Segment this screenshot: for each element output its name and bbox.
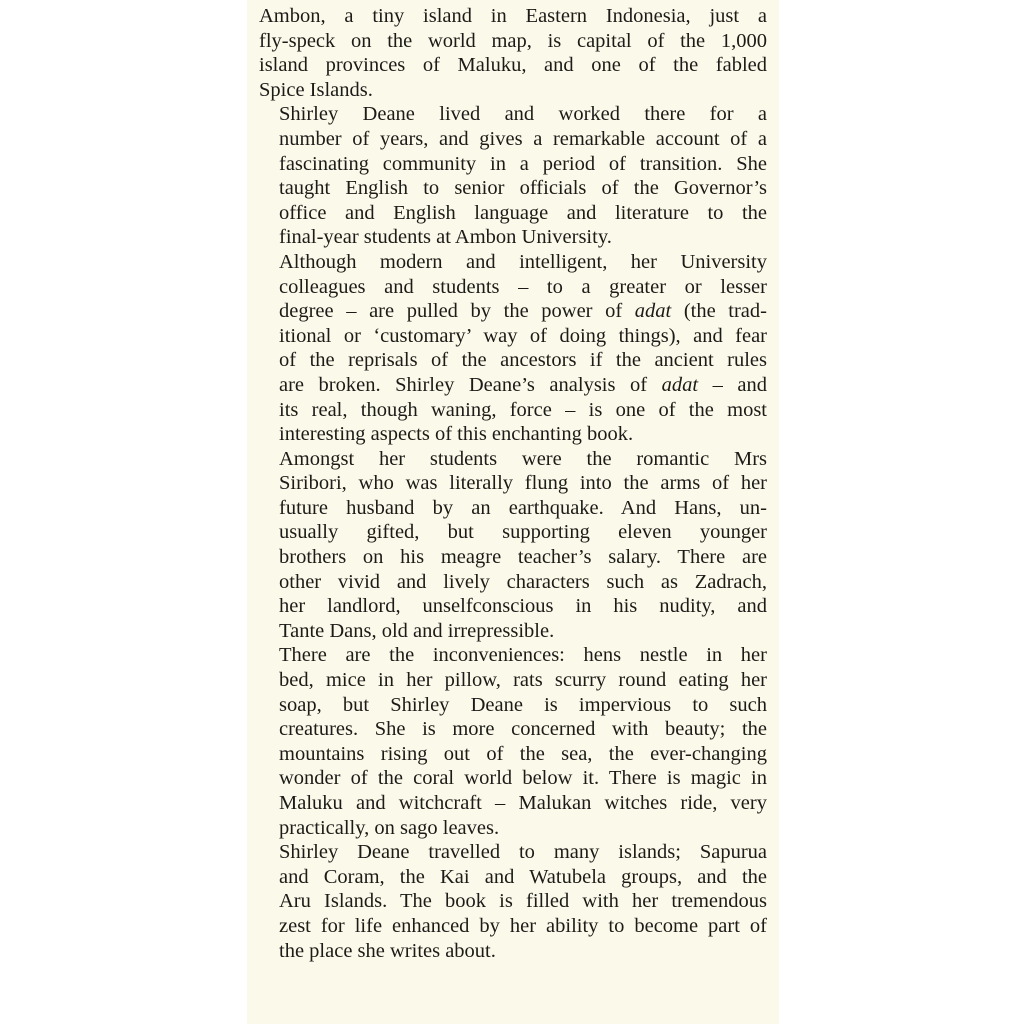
text-line: wonder of the coral world below it. There is magic in bbox=[279, 767, 767, 790]
text-line: of the reprisals of the ancestors if the ancient rules bbox=[279, 349, 767, 372]
text-line: Aru Islands. The book is filled with her tremendous bbox=[279, 890, 767, 913]
paragraph bbox=[259, 643, 767, 840]
text-line: bed, mice in her pillow, rats scurry round eating her bbox=[279, 669, 767, 692]
paragraph bbox=[259, 447, 767, 644]
text-line: zest for life enhanced by her ability to become part of bbox=[279, 914, 767, 937]
paragraph bbox=[259, 250, 767, 447]
blurb-text-body bbox=[259, 4, 779, 963]
text-line: final-year students at Ambon University. bbox=[279, 226, 612, 249]
text-line: Spice Islands. bbox=[259, 78, 373, 101]
text-line: office and English language and literature to the bbox=[279, 201, 767, 224]
text-line: other vivid and lively characters such as Zadrach, bbox=[279, 570, 767, 593]
paragraph bbox=[259, 4, 767, 102]
text-line: Maluku and witchcraft – Malukan witches ride, very bbox=[279, 792, 767, 814]
text-line: Shirley Deane lived and worked there for a bbox=[279, 103, 767, 126]
text-line: Amongst her students were the romantic Mrs bbox=[279, 447, 767, 470]
text-line: Tante Dans, old and irrepressible. bbox=[279, 619, 555, 642]
text-line: its real, though waning, force – is one of the most bbox=[279, 398, 767, 421]
text-line: fascinating community in a period of transition. She bbox=[279, 152, 767, 175]
text-line: soap, but Shirley Deane is impervious to such bbox=[279, 693, 767, 716]
text-line: Ambon, a tiny island in Eastern Indonesia, just a bbox=[259, 5, 767, 27]
book-blurb-page bbox=[247, 0, 779, 1024]
text-line: creatures. She is more concerned with beauty; the bbox=[279, 718, 767, 741]
text-line: brothers on his meagre teacher’s salary. There are bbox=[279, 546, 767, 569]
text-line: interesting aspects of this enchanting book. bbox=[279, 423, 634, 446]
text-line: itional or ‘customary’ way of doing things), and fear bbox=[279, 324, 767, 347]
text-line: mountains rising out of the sea, the ever-changing bbox=[279, 742, 767, 765]
text-line: the place she writes about. bbox=[279, 939, 496, 962]
paragraph bbox=[259, 840, 767, 963]
text-line: There are the inconveniences: hens nestle in her bbox=[279, 644, 767, 667]
text-line: her landlord, unselfconscious in his nudity, and bbox=[279, 595, 767, 618]
text-line: practically, on sago leaves. bbox=[279, 816, 500, 839]
text-line: island provinces of Maluku, and one of the fabled bbox=[259, 54, 767, 77]
text-line: are broken. Shirley Deane’s analysis of adat – and bbox=[279, 373, 767, 396]
text-line: taught English to senior officials of the Governor’s bbox=[279, 177, 767, 200]
paragraph bbox=[259, 102, 767, 250]
text-line: colleagues and students – to a greater or lesser bbox=[279, 275, 767, 298]
text-line: number of years, and gives a remarkable account of a bbox=[279, 127, 767, 150]
text-line: Siribori, who was literally flung into the arms of her bbox=[279, 472, 767, 495]
text-line: Shirley Deane travelled to many islands; Sapurua bbox=[279, 841, 767, 864]
text-line: degree – are pulled by the power of adat (the trad- bbox=[279, 300, 767, 323]
text-line: and Coram, the Kai and Watubela groups, and the bbox=[279, 865, 767, 888]
text-line: usually gifted, but supporting eleven younger bbox=[279, 521, 767, 544]
text-line: fly-speck on the world map, is capital of the 1,000 bbox=[259, 29, 767, 52]
text-line: Although modern and intelligent, her University bbox=[279, 250, 767, 273]
text-line: future husband by an earthquake. And Hans, un- bbox=[279, 496, 767, 519]
